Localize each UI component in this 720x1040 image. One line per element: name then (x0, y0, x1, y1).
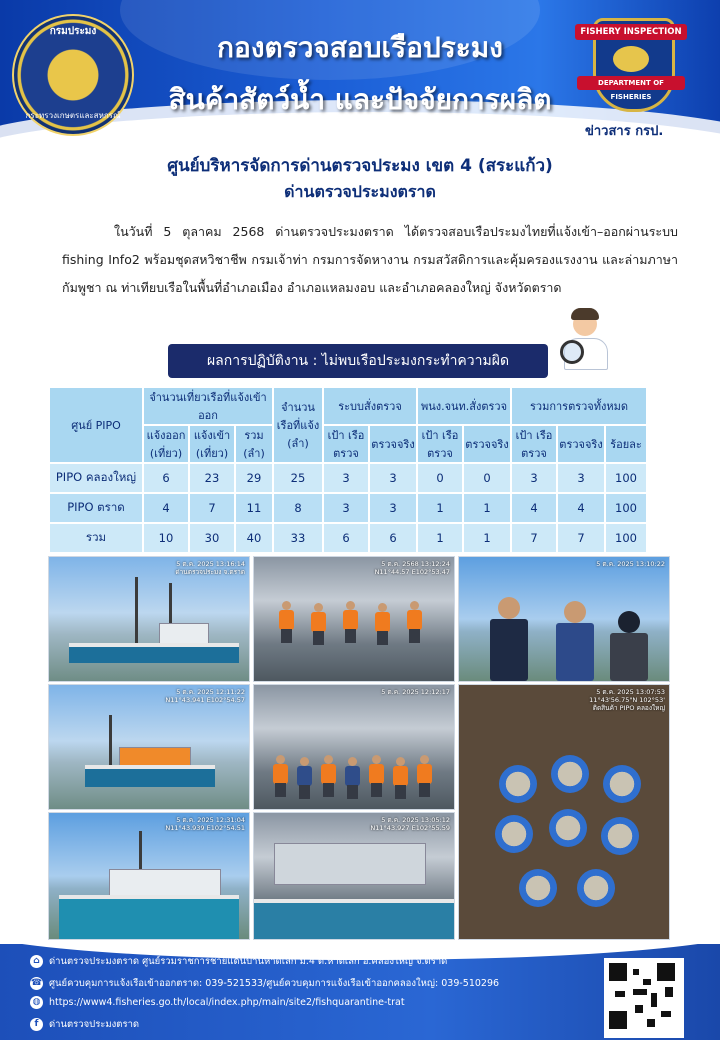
center-heading: ศูนย์บริหารจัดการด่านตรวจประมง เขต 4 (สระแก้ว) (167, 156, 553, 176)
globe-icon: ◍ (30, 996, 43, 1009)
logo-emblem (613, 46, 649, 72)
photo-stamp: 5 ต.ค. 2025 13:07:53 11°43'56.75"N 102°53' ติดสินค้า PIPO คลองใหญ่ (589, 688, 665, 712)
page-title-line2: สินค้าสัตว์น้ำ และปัจจัยการผลิต (168, 83, 552, 116)
col-inout-header: จำนวนเที่ยวเรือที่แจ้งเข้าออก (144, 388, 272, 424)
cell-in: 23 (190, 464, 234, 492)
photo-stamp: 5 ต.ค. 2025 12:11:22 N11°43.941 E102°54.57 (165, 688, 245, 704)
photo-stamp: 5 ต.ค. 2025 12:31:04 N11°43.939 E102°54.51 (165, 816, 245, 832)
sub-sys-actual-header: ตรวจจริง (370, 426, 416, 462)
cell-off-target: 1 (418, 494, 462, 522)
cell-sys-target: 6 (324, 524, 368, 552)
col-center-header: ศูนย์ PIPO (50, 388, 142, 462)
photo-boat-bow (48, 812, 250, 940)
sub-out-header: แจ้งออก (เที่ยว) (144, 426, 188, 462)
sub-off-target-header: เป้า เรือตรวจ (418, 426, 462, 462)
qr-code[interactable] (604, 958, 684, 1038)
footer-website-link[interactable]: https://www4.fisheries.go.th/local/index.php/main/site2/fishquarantine-trat (49, 997, 405, 1008)
table-row (50, 464, 646, 492)
report-paragraph: ในวันที่ 5 ตุลาคม 2568 ด่านตรวจประมงตราด ได้ตรวจสอบเรือประมงไทยที่แจ้งเข้า–ออกผ่านระบบ fishing Info2 พร้อมชุดสหวิชาชีพ กรมเจ้าท่า กรมการจัดหางาน กรมสวัสดิการและคุ้มครองแรงงาน และล่ามภาษากัมพูชา ณ ท่าเทียบเรือในพื้นที่อำเภอเมือง อำเภอแหลมงอบ และอำเภอคลองใหญ่ จังหวัดตราด (62, 224, 678, 295)
cell-all-target: 3 (512, 464, 556, 492)
phone-icon: ☎ (30, 978, 43, 988)
cell-vessels: 33 (274, 524, 322, 552)
home-icon: ⌂ (30, 955, 43, 968)
logo-banner-top: FISHERY INSPECTION (575, 24, 687, 40)
cell-sys-target: 3 (324, 494, 368, 522)
footer-facebook-text[interactable]: ด่านตรวจประมงตราด (49, 1019, 140, 1030)
footer-phone (30, 976, 499, 991)
cell-sys-actual: 3 (370, 464, 416, 492)
cell-in: 30 (190, 524, 234, 552)
cell-off-actual: 1 (464, 494, 510, 522)
table-row-total (50, 524, 646, 552)
col-officer-header: พนง.จนท.สั่งตรวจ (418, 388, 510, 424)
sub-off-actual-header: ตรวจจริง (464, 426, 510, 462)
photo-boat-with-crew (48, 684, 250, 810)
checkpoint-heading: ด่านตรวจประมงตราด (284, 182, 436, 201)
photo-stamp: 5 ต.ค. 2025 13:05:12 N11°43.927 E102°55.59 (370, 816, 450, 832)
cell-all-target: 7 (512, 524, 556, 552)
photo-stamp: 5 ต.ค. 2025 12:12:17 (381, 688, 450, 696)
photo-boat-deck (253, 812, 455, 940)
col-all-header: รวมการตรวจทั้งหมด (512, 388, 646, 424)
logo-text-top: กรมประมง (49, 26, 97, 37)
sub-all-actual-header: ตรวจจริง (558, 426, 604, 462)
cell-all-target: 4 (512, 494, 556, 522)
cell-out: 4 (144, 494, 188, 522)
photo-officers-interview (458, 556, 670, 682)
photo-group-on-pier (253, 684, 455, 810)
footer-facebook[interactable] (30, 1017, 139, 1032)
photo-fishing-boats-harbor (48, 556, 250, 682)
cell-off-actual: 1 (464, 524, 510, 552)
photo-catch-barrels (458, 684, 670, 940)
table-row (50, 494, 646, 522)
cell-off-target: 1 (418, 524, 462, 552)
cell-vessels: 8 (274, 494, 322, 522)
result-banner: ผลการปฏิบัติงาน : ไม่พบเรือประมงกระทำความผิด (168, 344, 548, 378)
cell-percent: 100 (606, 464, 646, 492)
sub-in-header: แจ้งเข้า (เที่ยว) (190, 426, 234, 462)
cell-out: 10 (144, 524, 188, 552)
photo-stamp: 5 ต.ค. 2568 13:12:24 N11°44.57 E102°53.47 (374, 560, 450, 576)
inspector-icon (560, 308, 610, 370)
footer-website[interactable] (30, 996, 405, 1009)
col-system-header: ระบบสั่งตรวจ (324, 388, 416, 424)
cell-percent: 100 (606, 524, 646, 552)
sub-total-header: รวม (ลำ) (236, 426, 272, 462)
logo-text-bottom: กระทรวงเกษตรและสหกรณ์ (25, 111, 121, 120)
footer-phone-text: ศูนย์ควบคุมการแจ้งเรือเข้าออกตราด: 039-521533/ศูนย์ควบคุมการแจ้งเรือเข้าออกคลองใหญ่: 039-510296 (49, 978, 500, 989)
cell-center: รวม (50, 524, 142, 552)
cell-out: 6 (144, 464, 188, 492)
cell-total: 11 (236, 494, 272, 522)
news-label: ข่าวสาร กรป. (585, 124, 664, 139)
cell-all-actual: 4 (558, 494, 604, 522)
cell-center: PIPO คลองใหญ่ (50, 464, 142, 492)
photo-stamp: 5 ต.ค. 2025 13:10:22 (596, 560, 665, 568)
footer-address-text: ด่านตรวจประมงตราด ศูนย์รวมราชการชายแดนบ้านหาดเล็ก ม.4 ต.หาดเล็ก อ.คลองใหญ่ จ.ตราด (49, 956, 448, 967)
facebook-icon: f (30, 1018, 43, 1031)
logo-banner-bottom: DEPARTMENT OF FISHERIES (577, 76, 685, 90)
cell-all-actual: 7 (558, 524, 604, 552)
cell-percent: 100 (606, 494, 646, 522)
fishery-inspection-logo (575, 14, 687, 112)
cell-total: 29 (236, 464, 272, 492)
sub-percent-header: ร้อยละ (606, 426, 646, 462)
cell-all-actual: 3 (558, 464, 604, 492)
cell-off-target: 0 (418, 464, 462, 492)
inspection-table (48, 386, 648, 554)
cell-in: 7 (190, 494, 234, 522)
photo-stamp: 5 ต.ค. 2025 13:16:14 ด่านตรวจประมง จ.ตราด (175, 560, 245, 576)
magnifier-icon (560, 340, 584, 364)
cell-total: 40 (236, 524, 272, 552)
cell-sys-target: 3 (324, 464, 368, 492)
cell-vessels: 25 (274, 464, 322, 492)
sub-all-target-header: เป้า เรือตรวจ (512, 426, 556, 462)
footer-address (30, 954, 447, 969)
cell-sys-actual: 6 (370, 524, 416, 552)
page-title-line1: กองตรวจสอบเรือประมง (217, 31, 503, 64)
col-vessels-header: จำนวน เรือที่แจ้ง (ลำ) (274, 388, 322, 462)
cell-sys-actual: 3 (370, 494, 416, 522)
department-of-fisheries-logo (12, 14, 134, 136)
sub-sys-target-header: เป้า เรือตรวจ (324, 426, 368, 462)
photo-inspection-team (253, 556, 455, 682)
cell-center: PIPO ตราด (50, 494, 142, 522)
cell-off-actual: 0 (464, 464, 510, 492)
